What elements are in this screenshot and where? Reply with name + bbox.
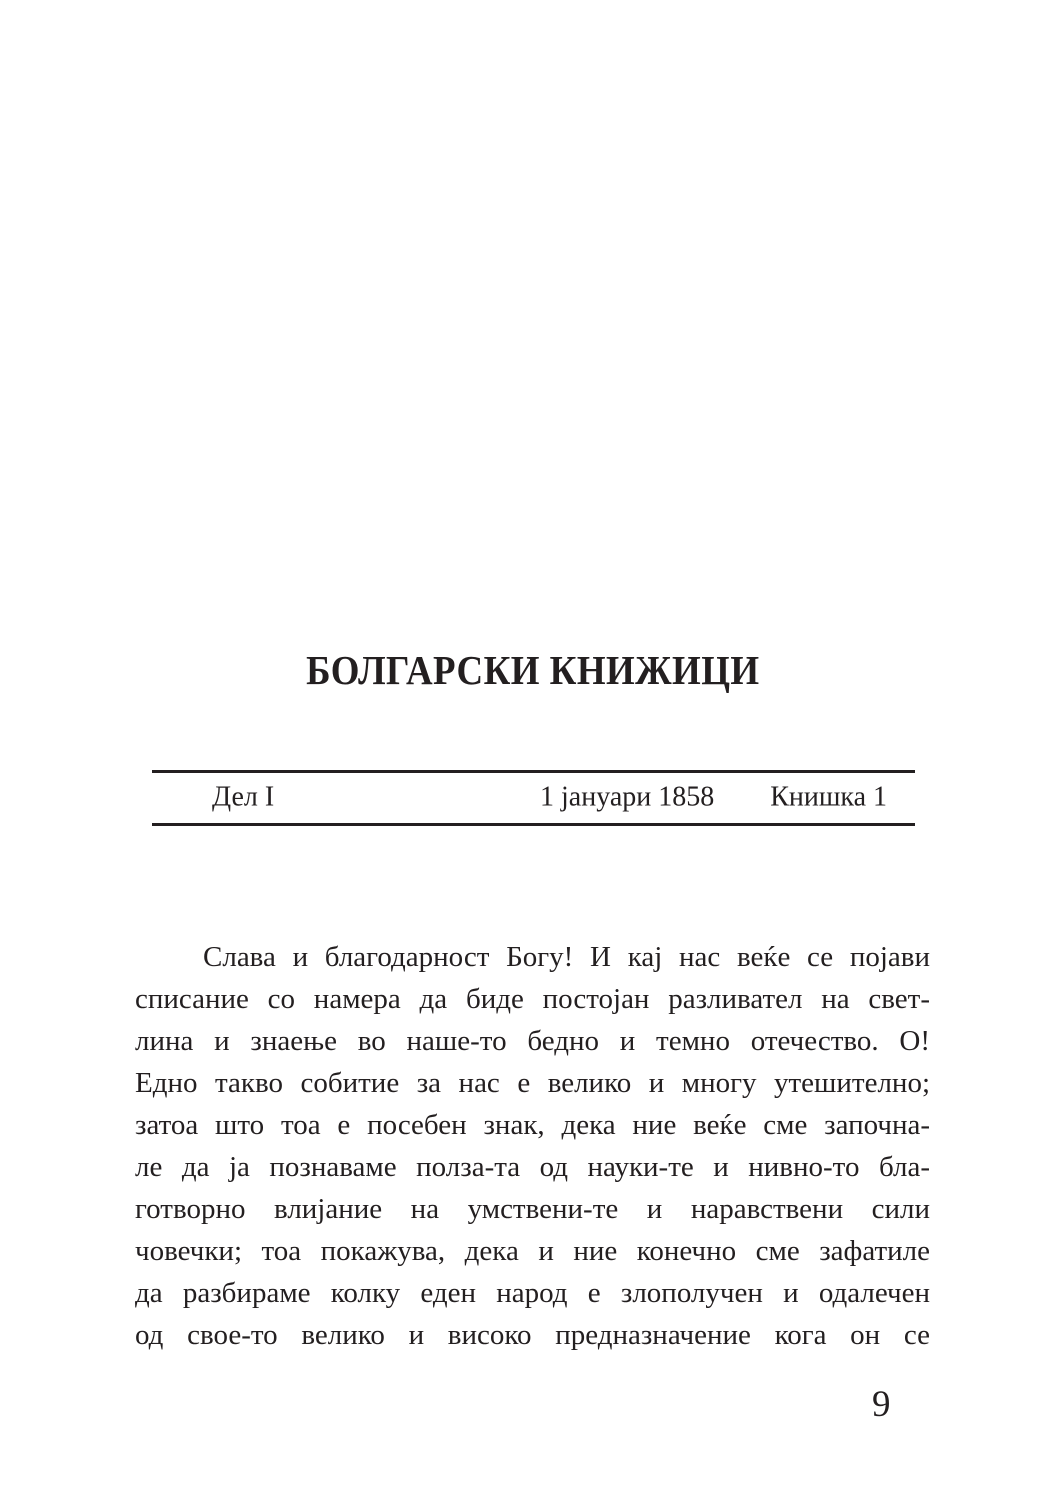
body-paragraph [135,936,930,1356]
body-line: човечки; тоа покажува, дека и ние конечно сме зафатиле [135,1235,930,1267]
masthead-issue: Книшка 1 [770,781,887,813]
page-title-text: БОЛГАРСКИ КНИЖИЦИ [305,647,760,693]
body-line: готворно влијание на умствени-те и наравствени сили [135,1193,930,1225]
page-title [135,647,930,693]
body-line: ле да ја познаваме полза-та од науки-те и нивно-то бла- [135,1151,930,1183]
masthead [152,770,915,826]
masthead-date: 1 јануари 1858 [540,781,715,813]
body-line: затоа што тоа е посебен знак, дека ние веќе сме започна- [135,1109,930,1141]
body-line: Слава и благодарност Богу! И кај нас веќе се појави [203,941,930,973]
body-line: лина и знаење во наше-то бедно и темно отечество. О! [135,1025,930,1057]
masthead-part: Дел I [212,781,275,813]
body-line: Едно такво собитие за нас е велико и многу утешително; [135,1067,930,1099]
body-line: да разбираме колку еден народ е злополучен и одалечен [135,1277,930,1309]
body-line: списание со намера да биде постојан разливател на свет- [135,983,930,1015]
body-line: од свое-то велико и високо предназначение кога он се [135,1319,930,1351]
page-number: 9 [872,1384,891,1425]
